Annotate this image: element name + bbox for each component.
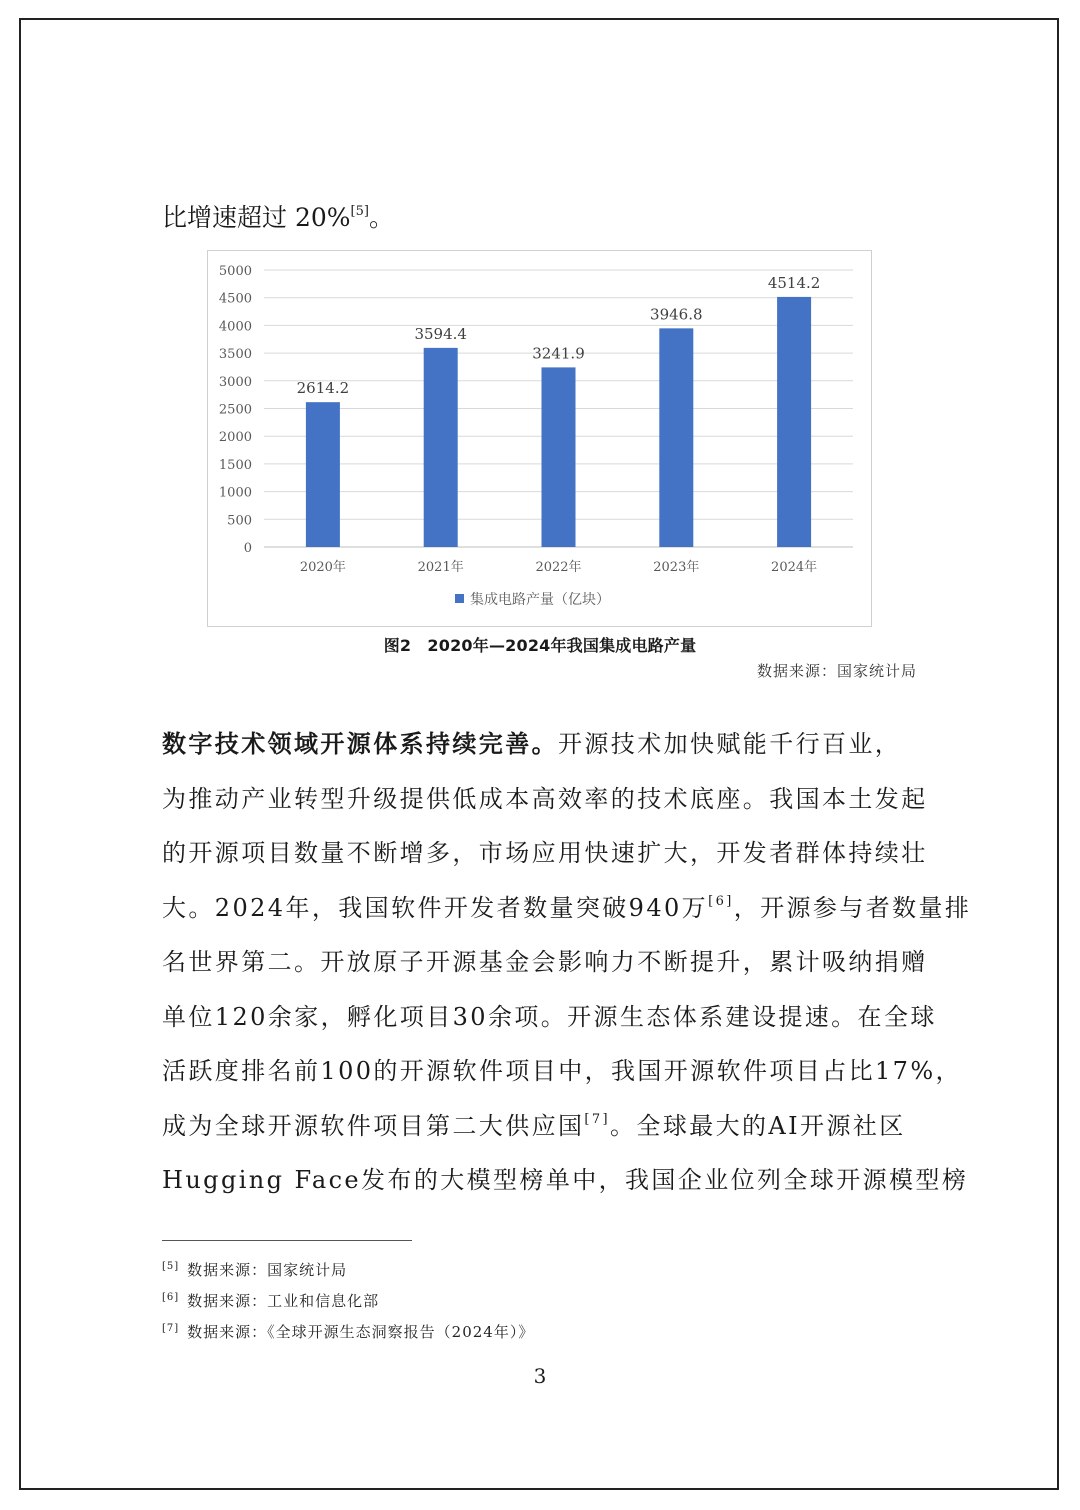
body-line: 成为全球开源软件项目第二大供应国[7]。全球最大的AI开源社区 bbox=[162, 1111, 906, 1140]
legend-swatch bbox=[455, 594, 464, 603]
footnote-divider bbox=[162, 1240, 412, 1241]
y-tick-label: 1500 bbox=[218, 457, 252, 473]
figure-caption: 图2 2020年—2024年我国集成电路产量 bbox=[383, 636, 697, 655]
y-tick-label: 1000 bbox=[218, 485, 252, 501]
lead-line bbox=[162, 198, 394, 238]
bar bbox=[542, 367, 576, 547]
lead-text: 比增速超过 20% bbox=[162, 203, 351, 232]
body-line: 的开源项目数量不断增多，市场应用快速扩大，开发者群体持续壮 bbox=[162, 839, 928, 867]
x-tick-label: 2021年 bbox=[417, 560, 464, 575]
footnote: [5] 数据来源：国家统计局 bbox=[162, 1261, 348, 1279]
body-line: 为推动产业转型升级提供低成本高效率的技术底座。我国本土发起 bbox=[162, 784, 928, 813]
figure-source: 数据来源：国家统计局 bbox=[756, 662, 917, 680]
body-line: Hugging Face发布的大模型榜单中，我国企业位列全球开源模型榜 bbox=[162, 1166, 969, 1194]
bar bbox=[424, 348, 458, 547]
bar bbox=[777, 297, 811, 547]
data-label: 3946.8 bbox=[650, 305, 703, 324]
y-tick-label: 0 bbox=[243, 541, 252, 556]
x-tick-label: 2022年 bbox=[535, 560, 582, 575]
y-tick-label: 5000 bbox=[218, 264, 252, 279]
y-tick-label: 3500 bbox=[218, 347, 252, 363]
y-tick-label: 3000 bbox=[218, 374, 252, 390]
bar-chart bbox=[208, 251, 873, 628]
y-tick-label: 500 bbox=[227, 513, 252, 529]
x-tick-label: 2024年 bbox=[771, 560, 818, 575]
y-tick-label: 2000 bbox=[218, 430, 252, 446]
body-paragraph bbox=[162, 717, 972, 1208]
footnotes bbox=[162, 1253, 534, 1346]
bar bbox=[659, 328, 693, 547]
legend-label: 集成电路产量（亿块） bbox=[470, 592, 610, 608]
data-label: 2614.2 bbox=[296, 379, 350, 398]
footnote: [6] 数据来源：工业和信息化部 bbox=[162, 1292, 380, 1310]
data-label: 3241.9 bbox=[532, 344, 585, 363]
y-tick-label: 4500 bbox=[218, 291, 252, 307]
bar bbox=[306, 402, 340, 547]
y-tick-label: 4000 bbox=[218, 319, 252, 335]
footnote: [7] 数据来源：《全球开源生态洞察报告（2024年）》 bbox=[162, 1323, 535, 1341]
x-tick-label: 2020年 bbox=[299, 560, 346, 575]
data-label: 3594.4 bbox=[414, 324, 467, 343]
body-line: 单位120余家，孵化项目30余项。开源生态体系建设提速。在全球 bbox=[162, 1002, 937, 1031]
lead-tail: 。 bbox=[368, 203, 394, 232]
footnote-ref-5: [5] bbox=[350, 204, 369, 219]
page-number: 3 bbox=[533, 1364, 547, 1388]
body-line: 大。2024年，我国软件开发者数量突破940万[6]，开源参与者数量排 bbox=[162, 893, 972, 922]
data-label: 4514.2 bbox=[767, 273, 821, 292]
chart-frame bbox=[207, 250, 872, 627]
body-line: 活跃度排名前100的开源软件项目中，我国开源软件项目占比17%， bbox=[162, 1057, 962, 1085]
x-tick-label: 2023年 bbox=[653, 560, 700, 575]
y-tick-label: 2500 bbox=[218, 402, 252, 418]
body-line: 名世界第二。开放原子开源基金会影响力不断提升，累计吸纳捐赠 bbox=[162, 948, 928, 976]
footnote-ref-6: [6] bbox=[708, 893, 734, 909]
footnote-ref-7: [7] bbox=[584, 1111, 611, 1127]
body-line: 数字技术领域开源体系持续完善。开源技术加快赋能千行百业， bbox=[162, 729, 902, 758]
paragraph-heading: 数字技术领域开源体系持续完善。 bbox=[162, 729, 558, 758]
